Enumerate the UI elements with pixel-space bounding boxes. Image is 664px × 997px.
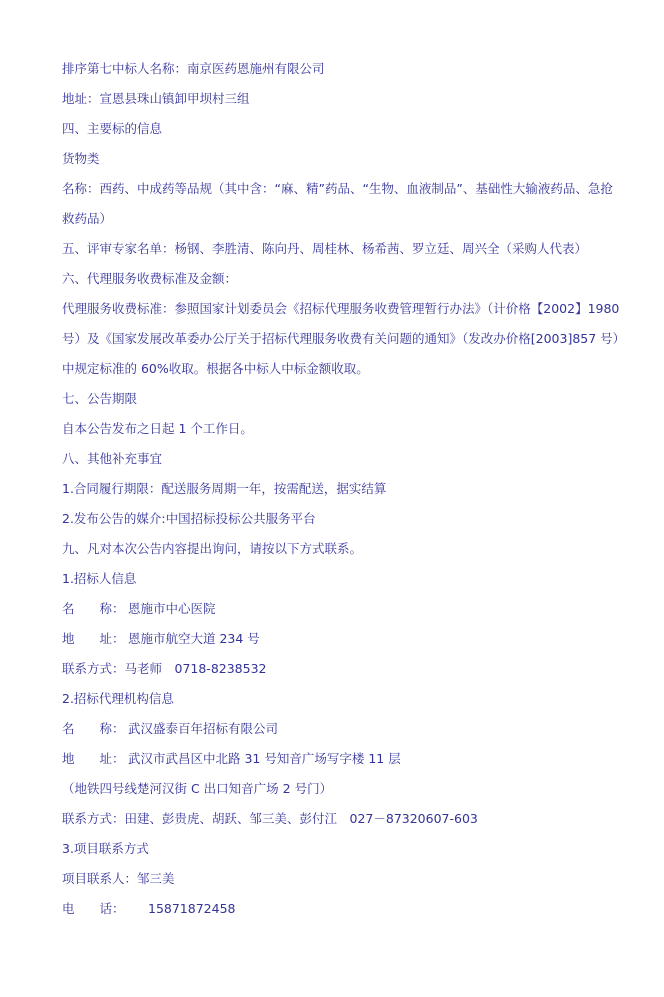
agency-address-note: （地铁四号线楚河汉街 C 出口知音广场 2 号门） [62, 781, 333, 796]
project-contact-title: 3.项目联系方式 [62, 841, 149, 856]
agency-info-title: 2.招标代理机构信息 [62, 691, 174, 706]
agency-name: 武汉盛泰百年招标有限公司 [128, 721, 279, 736]
project-contact-person: 项目联系人：邹三美 [62, 871, 175, 886]
agency-contact: 联系方式：田建、彭贵虎、胡跃、邹三美、彭付江 027－87320607-603 [62, 811, 478, 826]
project-phone-label: 电 话： [62, 901, 125, 916]
agency-address: 武汉市武昌区中北路 31 号知音广场写字楼 11 层 [128, 751, 401, 766]
section-7-title: 七、公告期限 [62, 391, 138, 406]
goods-type: 货物类 [62, 151, 100, 166]
section-8-title: 八、其他补充事宜 [62, 451, 163, 466]
tenderer-name: 恩施市中心医院 [128, 601, 216, 616]
tenderer-address-label: 地 址： [62, 631, 125, 646]
section-9-title: 九、凡对本次公告内容提出询问，请按以下方式联系。 [62, 541, 363, 556]
agency-name-label: 名 称： [62, 721, 125, 736]
tenderer-name-row [62, 594, 622, 624]
section-4-title: 四、主要标的信息 [62, 121, 163, 136]
seventh-winner-address: 地址：宣恩县珠山镇卸甲坝村三组 [62, 91, 250, 106]
section-7-body: 自本公告发布之日起 1 个工作日。 [62, 421, 253, 436]
section-5-expert-list: 五、评审专家名单：杨钢、李胜清、陈向丹、周桂林、杨希茜、罗立廷、周兴全（采购人代表） [62, 241, 588, 256]
agency-name-row [62, 714, 622, 744]
tenderer-name-label: 名 称： [62, 601, 125, 616]
section-6-title: 六、代理服务收费标准及金额： [62, 271, 238, 286]
section-8-item-2: 2.发布公告的媒介:中国招标投标公共服务平台 [62, 511, 316, 526]
agency-address-row [62, 744, 622, 774]
tenderer-info-title: 1.招标人信息 [62, 571, 137, 586]
seventh-winner-name: 排序第七中标人名称：南京医药恩施州有限公司 [62, 61, 325, 76]
tenderer-address: 恩施市航空大道 234 号 [128, 631, 260, 646]
agency-address-label: 地 址： [62, 751, 125, 766]
tenderer-address-row [62, 624, 622, 654]
goods-name: 名称：西药、中成药等品规（其中含：“麻、精”药品、“生物、血液制品”、基础性大输液药品、急抢救药品） [62, 181, 613, 226]
project-phone: 15871872458 [148, 901, 236, 916]
section-6-fee-standard: 代理服务收费标准：参照国家计划委员会《招标代理服务收费管理暂行办法》（计价格【2002】1980 号）及《国家发展改革委办公厅关于招标代理服务收费有关问题的通知》（发改办价格[2003]857 号）中规定标准的 60%收取。根据各中标人中标金额收取。 [62, 301, 620, 376]
tenderer-contact: 联系方式：马老师 0718-8238532 [62, 661, 267, 676]
announcement-document [62, 54, 622, 924]
project-phone-row [62, 894, 622, 924]
section-8-item-1: 1.合同履行期限：配送服务周期一年，按需配送，据实结算 [62, 481, 387, 496]
